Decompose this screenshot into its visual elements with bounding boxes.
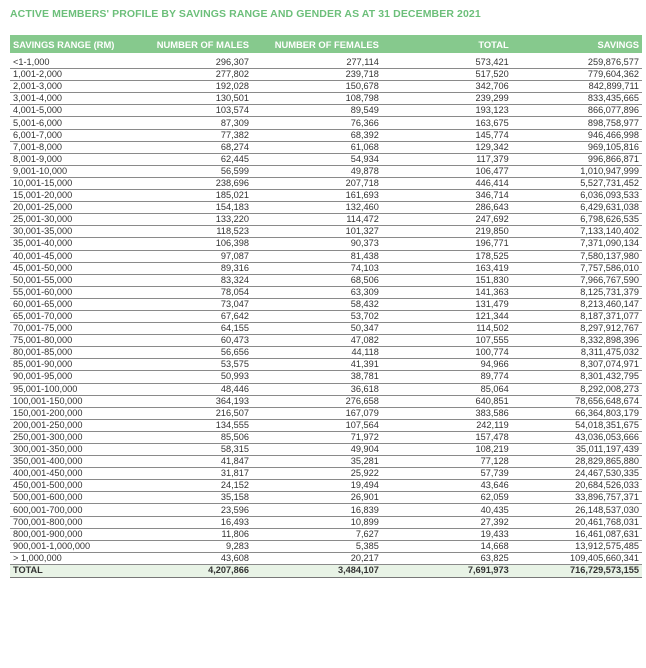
table-row: [10, 177, 642, 189]
savings-range-cell: 25,001-30,000: [10, 214, 127, 226]
table-row: [10, 323, 642, 335]
total-row: [10, 564, 642, 577]
savings-range-cell: 15,001-20,000: [10, 190, 127, 202]
males-cell: 133,220: [127, 214, 252, 226]
females-cell: 74,103: [252, 262, 382, 274]
table-row: [10, 516, 642, 528]
table-row: [10, 383, 642, 395]
table-row: [10, 419, 642, 431]
table-row: [10, 153, 642, 165]
total-cell: 85,064: [382, 383, 512, 395]
males-cell: 364,193: [127, 395, 252, 407]
females-cell: 53,702: [252, 310, 382, 322]
table-row: [10, 371, 642, 383]
females-cell: 3,484,107: [252, 564, 382, 577]
savings-cell: 35,011,197,439: [512, 444, 642, 456]
females-cell: 20,217: [252, 552, 382, 564]
males-cell: 73,047: [127, 298, 252, 310]
females-cell: 68,506: [252, 274, 382, 286]
table-row: [10, 165, 642, 177]
savings-cell: 8,292,008,273: [512, 383, 642, 395]
savings-range-cell: 9,001-10,000: [10, 165, 127, 177]
savings-cell: 109,405,660,341: [512, 552, 642, 564]
females-cell: 207,718: [252, 177, 382, 189]
total-cell: 14,668: [382, 540, 512, 552]
females-cell: 132,460: [252, 202, 382, 214]
savings-cell: 28,829,865,880: [512, 456, 642, 468]
table-row: [10, 298, 642, 310]
header-males: NUMBER OF MALES: [127, 35, 252, 53]
savings-cell: 6,798,626,535: [512, 214, 642, 226]
table-row: [10, 274, 642, 286]
males-cell: 106,398: [127, 238, 252, 250]
savings-range-cell: 45,001-50,000: [10, 262, 127, 274]
header-savings: SAVINGS: [512, 35, 642, 53]
savings-range-cell: 80,001-85,000: [10, 347, 127, 359]
table-row: [10, 93, 642, 105]
table-row: [10, 226, 642, 238]
savings-range-cell: 70,001-75,000: [10, 323, 127, 335]
table-row: [10, 141, 642, 153]
total-cell: 446,414: [382, 177, 512, 189]
savings-range-cell: 150,001-200,000: [10, 407, 127, 419]
savings-range-cell: 900,001-1,000,000: [10, 540, 127, 552]
savings-cell: 20,461,768,031: [512, 516, 642, 528]
males-cell: 216,507: [127, 407, 252, 419]
savings-range-cell: 350,001-400,000: [10, 456, 127, 468]
savings-range-cell: 20,001-25,000: [10, 202, 127, 214]
total-cell: 77,128: [382, 456, 512, 468]
males-cell: 67,642: [127, 310, 252, 322]
total-cell: 247,692: [382, 214, 512, 226]
total-cell: 27,392: [382, 516, 512, 528]
savings-range-cell: 600,001-700,000: [10, 504, 127, 516]
savings-range-cell: 400,001-450,000: [10, 468, 127, 480]
males-cell: 103,574: [127, 105, 252, 117]
total-cell: 43,646: [382, 480, 512, 492]
total-cell: 196,771: [382, 238, 512, 250]
males-cell: 185,021: [127, 190, 252, 202]
savings-range-cell: 450,001-500,000: [10, 480, 127, 492]
savings-range-cell: 10,001-15,000: [10, 177, 127, 189]
total-cell: 163,419: [382, 262, 512, 274]
males-cell: 97,087: [127, 250, 252, 262]
savings-cell: 779,604,362: [512, 69, 642, 81]
savings-range-cell: 300,001-350,000: [10, 444, 127, 456]
total-cell: 239,299: [382, 93, 512, 105]
males-cell: 24,152: [127, 480, 252, 492]
savings-range-cell: 95,001-100,000: [10, 383, 127, 395]
table-row: [10, 359, 642, 371]
males-cell: 23,596: [127, 504, 252, 516]
savings-range-cell: 75,001-80,000: [10, 335, 127, 347]
table-row: [10, 310, 642, 322]
total-cell: 63,825: [382, 552, 512, 564]
females-cell: 41,391: [252, 359, 382, 371]
total-cell: 19,433: [382, 528, 512, 540]
females-cell: 161,693: [252, 190, 382, 202]
females-cell: 68,392: [252, 129, 382, 141]
total-cell: 242,119: [382, 419, 512, 431]
savings-cell: 7,757,586,010: [512, 262, 642, 274]
males-cell: 89,316: [127, 262, 252, 274]
males-cell: 192,028: [127, 81, 252, 93]
total-cell: 178,525: [382, 250, 512, 262]
savings-cell: 33,896,757,371: [512, 492, 642, 504]
savings-range-cell: 500,001-600,000: [10, 492, 127, 504]
females-cell: 108,798: [252, 93, 382, 105]
females-cell: 5,385: [252, 540, 382, 552]
males-cell: 60,473: [127, 335, 252, 347]
savings-cell: 969,105,816: [512, 141, 642, 153]
total-cell: 145,774: [382, 129, 512, 141]
total-cell: 151,830: [382, 274, 512, 286]
total-cell: 108,219: [382, 444, 512, 456]
table-row: [10, 202, 642, 214]
total-cell: 219,850: [382, 226, 512, 238]
males-cell: 16,493: [127, 516, 252, 528]
males-cell: 64,155: [127, 323, 252, 335]
total-cell: 193,123: [382, 105, 512, 117]
males-cell: 41,847: [127, 456, 252, 468]
females-cell: 276,658: [252, 395, 382, 407]
females-cell: 49,904: [252, 444, 382, 456]
total-cell: 100,774: [382, 347, 512, 359]
table-row: [10, 105, 642, 117]
table-row: [10, 395, 642, 407]
females-cell: 44,118: [252, 347, 382, 359]
table-row: [10, 69, 642, 81]
savings-cell: 24,467,530,335: [512, 468, 642, 480]
savings-range-cell: 2,001-3,000: [10, 81, 127, 93]
savings-cell: 6,036,093,533: [512, 190, 642, 202]
males-cell: 296,307: [127, 57, 252, 69]
total-cell: 121,344: [382, 310, 512, 322]
table-row: [10, 57, 642, 69]
females-cell: 61,068: [252, 141, 382, 153]
savings-range-cell: 35,001-40,000: [10, 238, 127, 250]
savings-range-cell: 700,001-800,000: [10, 516, 127, 528]
females-cell: 49,878: [252, 165, 382, 177]
savings-cell: 996,866,871: [512, 153, 642, 165]
table-row: [10, 129, 642, 141]
females-cell: 54,934: [252, 153, 382, 165]
savings-cell: 716,729,573,155: [512, 564, 642, 577]
savings-cell: 26,148,537,030: [512, 504, 642, 516]
savings-cell: 8,311,475,032: [512, 347, 642, 359]
females-cell: 71,972: [252, 431, 382, 443]
table-row: [10, 262, 642, 274]
savings-cell: 7,966,767,590: [512, 274, 642, 286]
table-row: [10, 431, 642, 443]
total-cell: 383,586: [382, 407, 512, 419]
table-row: [10, 190, 642, 202]
savings-cell: 7,580,137,980: [512, 250, 642, 262]
females-cell: 76,366: [252, 117, 382, 129]
savings-range-cell: 4,001-5,000: [10, 105, 127, 117]
males-cell: 134,555: [127, 419, 252, 431]
savings-profile-table: [10, 35, 642, 578]
total-cell: 573,421: [382, 57, 512, 69]
header-savings-range: SAVINGS RANGE (RM): [10, 35, 127, 53]
total-cell: 346,714: [382, 190, 512, 202]
females-cell: 90,373: [252, 238, 382, 250]
males-cell: 78,054: [127, 286, 252, 298]
females-cell: 26,901: [252, 492, 382, 504]
females-cell: 38,781: [252, 371, 382, 383]
total-cell: 157,478: [382, 431, 512, 443]
savings-cell: 78,656,648,674: [512, 395, 642, 407]
savings-cell: 8,301,432,795: [512, 371, 642, 383]
females-cell: 58,432: [252, 298, 382, 310]
savings-range-cell: 5,001-6,000: [10, 117, 127, 129]
males-cell: 43,608: [127, 552, 252, 564]
total-cell: 107,555: [382, 335, 512, 347]
males-cell: 11,806: [127, 528, 252, 540]
total-cell: 163,675: [382, 117, 512, 129]
table-row: [10, 250, 642, 262]
table-row: [10, 528, 642, 540]
savings-range-cell: 1,001-2,000: [10, 69, 127, 81]
total-cell: 117,379: [382, 153, 512, 165]
males-cell: 85,506: [127, 431, 252, 443]
savings-range-cell: 100,001-150,000: [10, 395, 127, 407]
males-cell: 53,575: [127, 359, 252, 371]
table-row: [10, 238, 642, 250]
savings-cell: 8,307,074,971: [512, 359, 642, 371]
total-cell: 94,966: [382, 359, 512, 371]
savings-range-cell: 40,001-45,000: [10, 250, 127, 262]
males-cell: 87,309: [127, 117, 252, 129]
table-row: [10, 540, 642, 552]
savings-cell: 5,527,731,452: [512, 177, 642, 189]
females-cell: 150,678: [252, 81, 382, 93]
total-cell: 640,851: [382, 395, 512, 407]
table-row: [10, 468, 642, 480]
total-cell: 342,706: [382, 81, 512, 93]
total-cell: 517,520: [382, 69, 512, 81]
savings-range-cell: > 1,000,000: [10, 552, 127, 564]
savings-range-cell: 250,001-300,000: [10, 431, 127, 443]
savings-range-cell: 90,001-95,000: [10, 371, 127, 383]
savings-range-cell: 7,001-8,000: [10, 141, 127, 153]
males-cell: 77,382: [127, 129, 252, 141]
total-cell: 7,691,973: [382, 564, 512, 577]
savings-cell: 54,018,351,675: [512, 419, 642, 431]
savings-cell: 259,876,577: [512, 57, 642, 69]
total-cell: 114,502: [382, 323, 512, 335]
table-row: [10, 335, 642, 347]
savings-range-cell: 6,001-7,000: [10, 129, 127, 141]
total-cell: 129,342: [382, 141, 512, 153]
total-cell: 62,059: [382, 492, 512, 504]
savings-range-cell: 55,001-60,000: [10, 286, 127, 298]
savings-range-cell: 85,001-90,000: [10, 359, 127, 371]
savings-cell: 7,371,090,134: [512, 238, 642, 250]
males-cell: 4,207,866: [127, 564, 252, 577]
total-cell: 57,739: [382, 468, 512, 480]
females-cell: 101,327: [252, 226, 382, 238]
total-cell: 40,435: [382, 504, 512, 516]
table-header-row: [10, 35, 642, 53]
savings-cell: 66,364,803,179: [512, 407, 642, 419]
females-cell: 89,549: [252, 105, 382, 117]
males-cell: 35,158: [127, 492, 252, 504]
header-total: TOTAL: [382, 35, 512, 53]
total-cell: 141,363: [382, 286, 512, 298]
females-cell: 63,309: [252, 286, 382, 298]
savings-cell: 43,036,053,666: [512, 431, 642, 443]
males-cell: 48,446: [127, 383, 252, 395]
males-cell: 118,523: [127, 226, 252, 238]
table-row: [10, 214, 642, 226]
table-row: [10, 347, 642, 359]
males-cell: 50,993: [127, 371, 252, 383]
savings-range-cell: TOTAL: [10, 564, 127, 577]
savings-cell: 1,010,947,999: [512, 165, 642, 177]
males-cell: 130,501: [127, 93, 252, 105]
females-cell: 47,082: [252, 335, 382, 347]
females-cell: 167,079: [252, 407, 382, 419]
savings-cell: 20,684,526,033: [512, 480, 642, 492]
savings-cell: 6,429,631,038: [512, 202, 642, 214]
table-row: [10, 407, 642, 419]
savings-cell: 8,332,898,396: [512, 335, 642, 347]
females-cell: 16,839: [252, 504, 382, 516]
savings-cell: 898,758,977: [512, 117, 642, 129]
savings-cell: 842,899,711: [512, 81, 642, 93]
males-cell: 154,183: [127, 202, 252, 214]
males-cell: 9,283: [127, 540, 252, 552]
savings-cell: 946,466,998: [512, 129, 642, 141]
males-cell: 83,324: [127, 274, 252, 286]
males-cell: 238,696: [127, 177, 252, 189]
total-cell: 131,479: [382, 298, 512, 310]
table-row: [10, 552, 642, 564]
table-row: [10, 504, 642, 516]
savings-range-cell: 800,001-900,000: [10, 528, 127, 540]
table-row: [10, 492, 642, 504]
total-cell: 106,477: [382, 165, 512, 177]
savings-cell: 866,077,896: [512, 105, 642, 117]
females-cell: 239,718: [252, 69, 382, 81]
males-cell: 62,445: [127, 153, 252, 165]
females-cell: 10,899: [252, 516, 382, 528]
savings-cell: 13,912,575,485: [512, 540, 642, 552]
males-cell: 56,656: [127, 347, 252, 359]
savings-range-cell: 50,001-55,000: [10, 274, 127, 286]
header-females: NUMBER OF FEMALES: [252, 35, 382, 53]
savings-cell: 833,435,665: [512, 93, 642, 105]
savings-cell: 8,213,460,147: [512, 298, 642, 310]
table-row: [10, 480, 642, 492]
table-row: [10, 286, 642, 298]
females-cell: 277,114: [252, 57, 382, 69]
savings-range-cell: 8,001-9,000: [10, 153, 127, 165]
table-row: [10, 81, 642, 93]
savings-range-cell: 65,001-70,000: [10, 310, 127, 322]
females-cell: 36,618: [252, 383, 382, 395]
table-row: [10, 444, 642, 456]
table-title: ACTIVE MEMBERS' PROFILE BY SAVINGS RANGE AND GENDER AS AT 31 DECEMBER 2021: [10, 8, 481, 20]
males-cell: 68,274: [127, 141, 252, 153]
savings-cell: 7,133,140,402: [512, 226, 642, 238]
females-cell: 35,281: [252, 456, 382, 468]
females-cell: 50,347: [252, 323, 382, 335]
savings-range-cell: 60,001-65,000: [10, 298, 127, 310]
total-cell: 286,643: [382, 202, 512, 214]
females-cell: 114,472: [252, 214, 382, 226]
males-cell: 58,315: [127, 444, 252, 456]
males-cell: 56,599: [127, 165, 252, 177]
females-cell: 81,438: [252, 250, 382, 262]
savings-range-cell: <1-1,000: [10, 57, 127, 69]
savings-cell: 8,125,731,379: [512, 286, 642, 298]
females-cell: 25,922: [252, 468, 382, 480]
males-cell: 31,817: [127, 468, 252, 480]
savings-range-cell: 200,001-250,000: [10, 419, 127, 431]
savings-cell: 16,461,087,631: [512, 528, 642, 540]
table-row: [10, 117, 642, 129]
total-cell: 89,774: [382, 371, 512, 383]
females-cell: 19,494: [252, 480, 382, 492]
females-cell: 7,627: [252, 528, 382, 540]
males-cell: 277,802: [127, 69, 252, 81]
females-cell: 107,564: [252, 419, 382, 431]
savings-cell: 8,187,371,077: [512, 310, 642, 322]
savings-cell: 8,297,912,767: [512, 323, 642, 335]
savings-range-cell: 30,001-35,000: [10, 226, 127, 238]
table-row: [10, 456, 642, 468]
savings-range-cell: 3,001-4,000: [10, 93, 127, 105]
